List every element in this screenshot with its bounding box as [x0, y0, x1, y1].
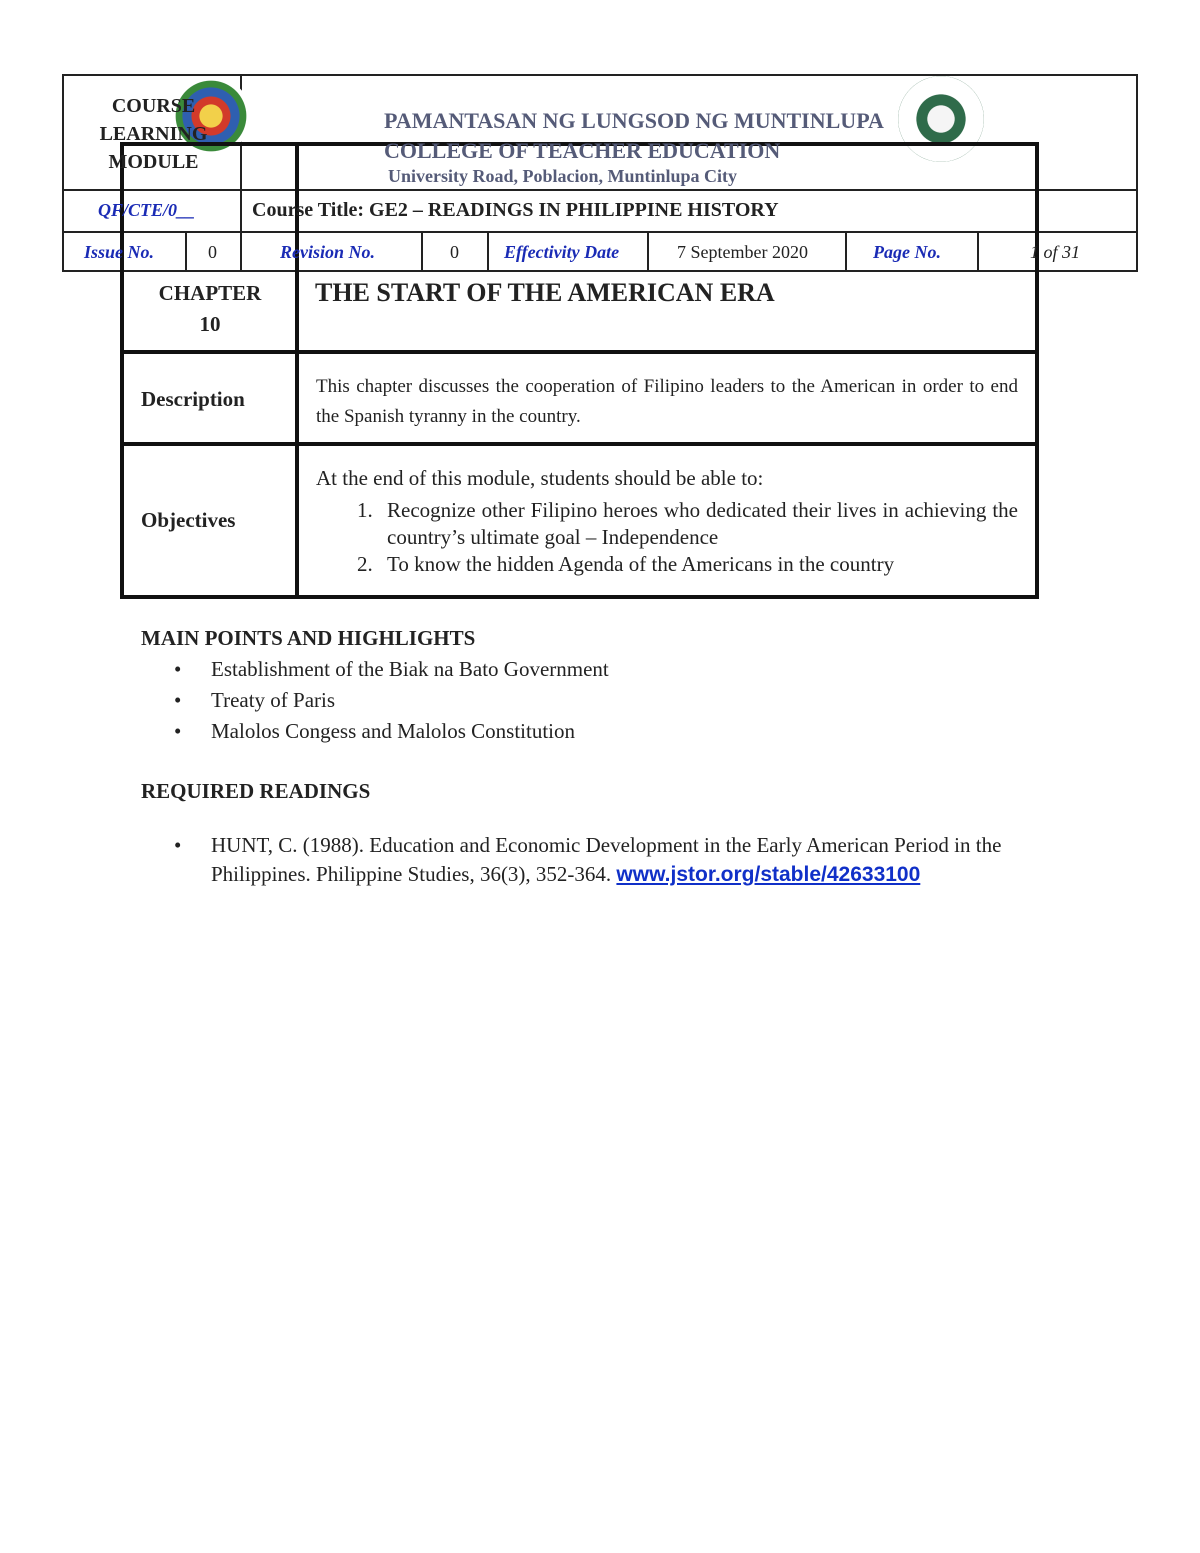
reading-citation [211, 831, 1074, 889]
objective-text: Recognize other Filipino heroes who dedicated their lives in achieving the country’s ultimate goal – Independence [387, 498, 1018, 549]
module-label: COURSE LEARNING MODULE [99, 95, 208, 173]
bullet-icon: • [174, 657, 182, 681]
objectives-label: Objectives [141, 508, 236, 532]
effectivity-label: Effectivity Date [504, 242, 620, 262]
list-item [316, 497, 1018, 551]
college-address: University Road, Poblacion, Muntinlupa City [388, 166, 738, 186]
list-item [316, 551, 1018, 578]
objectives-intro: At the end of this module, students should be able to: [316, 466, 764, 490]
list-item [174, 688, 335, 713]
university-name: PAMANTASAN NG LUNGSOD NG MUNTINLUPA [384, 108, 884, 133]
chapter-label: CHAPTER [158, 281, 262, 305]
objective-text: To know the hidden Agenda of the Americans in the country [387, 552, 895, 576]
chapter-title: THE START OF THE AMERICAN ERA [315, 278, 775, 307]
bullet-icon: • [174, 833, 182, 857]
main-point-text: Malolos Congess and Malolos Constitution [211, 719, 576, 743]
bullet-icon: • [174, 688, 182, 712]
page-label: Page No. [873, 242, 941, 262]
main-point-text: Establishment of the Biak na Bato Government [211, 657, 609, 681]
college-name: COLLEGE OF TEACHER EDUCATION [384, 138, 781, 163]
bullet-icon: • [174, 719, 182, 743]
objectives-list [316, 497, 1018, 578]
revision-label: Revision No. [280, 242, 376, 262]
issue-label: Issue No. [84, 242, 155, 262]
chapter-number-cell [124, 278, 296, 340]
main-point-text: Treaty of Paris [211, 688, 336, 712]
page-value: 1 of 31 [1030, 242, 1081, 262]
revision-value: 0 [450, 242, 459, 262]
chapter-description: This chapter discusses the cooperation of Filipino leaders to the American in order to end the Spanish tyranny in the country. [316, 376, 1018, 427]
main-points-heading: MAIN POINTS AND HIGHLIGHTS [141, 626, 476, 650]
list-number: 1. [357, 498, 373, 522]
list-number: 2. [357, 552, 373, 576]
chapter-table-divider [120, 350, 1039, 354]
description-label: Description [141, 387, 245, 411]
course-title: Course Title: GE2 – READINGS IN PHILIPPINE HISTORY [252, 199, 779, 221]
list-item [174, 657, 609, 682]
list-item [174, 719, 575, 744]
document-code: QF/CTE/0__ [98, 200, 196, 220]
list-item [174, 831, 1074, 889]
jstor-link[interactable]: www.jstor.org/stable/42633100 [616, 863, 921, 886]
chapter-number: 10 [199, 312, 221, 336]
issue-value: 0 [208, 242, 217, 262]
readings-heading: REQUIRED READINGS [141, 779, 371, 803]
citation-text: HUNT, C. (1988). Education and Economic Development in the Early American Period in the Philippines. Philippine Studies, 36(3), 352-364. [211, 833, 1002, 886]
effectivity-value: 7 September 2020 [677, 242, 808, 262]
chapter-table-divider [120, 442, 1039, 446]
